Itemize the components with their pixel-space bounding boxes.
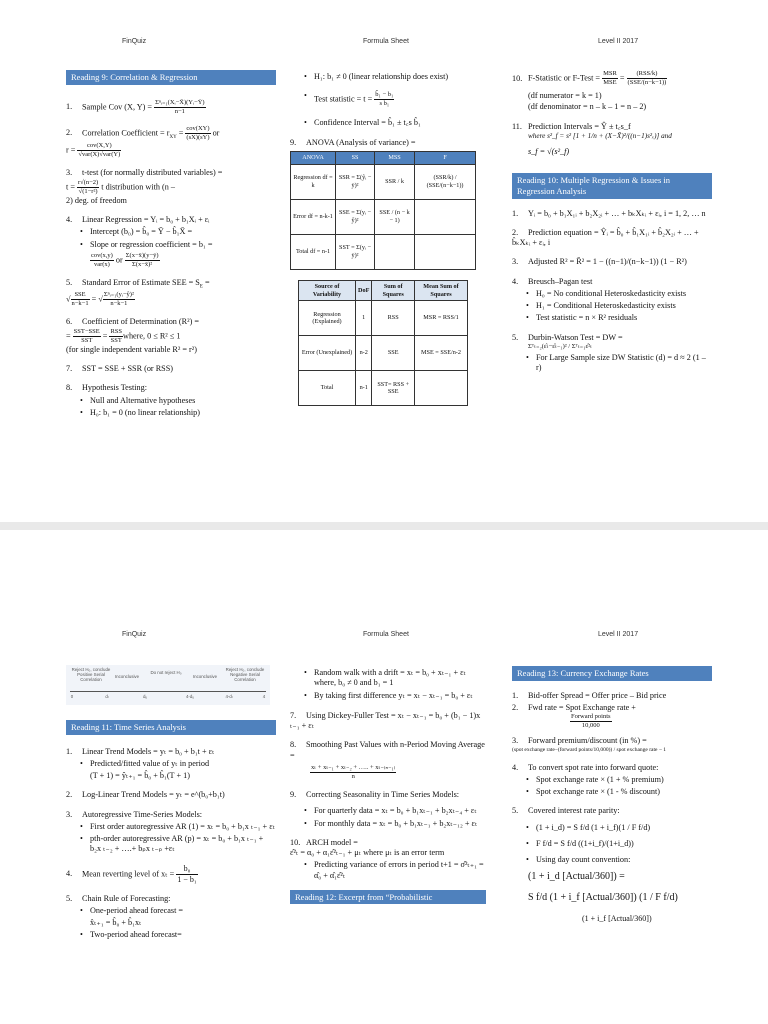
formula-r5: 5. Durbin-Watson Test = DW = Σᵀₜ₌₂(ε̂ₜ−ε̂ₜ₋₁)² / Σᵀₜ₌₁ε̂²ₜ • For Large Sample size DW Statistic (d) = d ≈ 2 (1 – r) (512, 333, 712, 374)
ts-7: 7. Using Dickey-Fuller Test = xₜ − xₜ₋₁ = b₀ + (b₁ − 1)x ₜ₋₁ + εₜ (290, 710, 481, 730)
header-center-2: Formula Sheet (363, 631, 409, 638)
section-banner-12: Reading 12: Excerpt from “Probabilistic (290, 890, 486, 905)
variability-row (299, 301, 468, 336)
variability-cell: SST= RSS + SSE (372, 371, 415, 406)
formula-6: 6. Coefficient of Determination (R²) = = $\frac{\text{SST−SSE}}{\text{SST}}$ = $\frac{\text{RSS}}{\text{SST}}$ where, 0 ≤ R² ≤ 1 (for single independent variable R² = r²) (66, 317, 199, 354)
formula-7: 7. SST = SSE + SSR (or RSS) (66, 364, 173, 374)
source-variability-table (298, 280, 468, 407)
hyp-h1: • H₁: b₁ ≠ 0 (linear relationship does exist) (290, 72, 486, 82)
formula-2: 2. Correlation Coefficient = $r_{XY}$ = $\frac{\text{cov(XY)}}{(sX)(sY)}$ or r = $\frac{\text{cov(X,Y)}}{\text{√var(X)√var(Y)}}$ (66, 124, 220, 159)
dw-tick-0: 0 (70, 694, 74, 699)
variability-cell: n-2 (356, 336, 372, 371)
ts-4: 4. Mean reverting level of xₜ = $\frac{\text{b₀}}{\text{1 − b₁}}$ (66, 863, 197, 884)
anova-cell: SSR = Σ(ŷᵢ − ȳ)² (336, 164, 375, 199)
variability-row (299, 336, 468, 371)
anova-table (290, 151, 476, 270)
formula-11: 11. Prediction Intervals = Ŷ ± t꜀s_f (512, 121, 631, 131)
anova-cell: SSR / k (375, 164, 415, 199)
anova-row (291, 234, 476, 269)
anova-header: SS (336, 152, 375, 165)
variability-header: Mean Sum of Squares (415, 280, 468, 301)
dw-tick-4: 4-dₗ (225, 694, 233, 699)
anova-cell: SST = Σ(yᵢ − ȳ)² (336, 234, 375, 269)
formula-r4: 4. Breusch–Pagan test • H₀ = No conditional Heteroskedasticity exists • H₁ = Conditional Heteroskedasticity exists • Test statistic = n × R² residuals (512, 277, 712, 324)
confidence-interval: • Confidence Interval = b̂₁ ± t꜀s b̂₁ (290, 118, 486, 128)
section-banner-13: Reading 13: Currency Exchange Rates (512, 666, 712, 681)
dw-axis (70, 691, 266, 692)
anova-row (291, 199, 476, 234)
ts-5: 5. Chain Rule of Forecasting: • One-period ahead forecast = x̂ₜ₊₁ = b̂₀ + b̂₁xₜ • Two-period ahead forecast= (66, 894, 276, 941)
header-left-2: FinQuiz (122, 631, 147, 638)
ts-8: 8. Smoothing Past Values with n-Period Moving Average = $\frac{\text{xₜ + xₜ₋₁ + xₜ₋₂ + ….. + xₜ₋₍ₙ₋₁₎}}{n}$ (290, 740, 485, 780)
variability-row (299, 371, 468, 406)
ts-1: 1. Linear Trend Models = yₜ = b₀ + b₁t + εₜ • Predicted/fitted value of yₜ in period (T + 1) = ŷₜ₊₁ = b̂₀ + b̂₁(T + 1) (66, 747, 276, 782)
df-numerator: (df numerator = k = 1) (528, 91, 602, 101)
dw-tick-3: 4-dᵤ (185, 694, 195, 699)
header-left: FinQuiz (122, 38, 147, 45)
variability-cell: Total (299, 371, 356, 406)
dw-scale (66, 665, 270, 705)
variability-cell: Regression (Explained) (299, 301, 356, 336)
anova-header: MSS (375, 152, 415, 165)
anova-cell (415, 199, 476, 234)
section-banner-10: Reading 10: Multiple Regression & Issues in Regression Analysis (512, 173, 712, 198)
ts-2: 2. Log-Linear Trend Models = yₜ = e^(b₀+b₁t) (66, 790, 225, 800)
variability-header: Sum of Squares (372, 280, 415, 301)
formula-9: 9. ANOVA (Analysis of variance) = (290, 137, 416, 147)
variability-header: DoF (356, 280, 372, 301)
header-center: Formula Sheet (363, 38, 409, 45)
anova-cell (415, 234, 476, 269)
anova-header: ANOVA (291, 152, 336, 165)
formula-10: 10. F-Statistic or F-Test = $\frac{\text{MSR}}{\text{MSE}}$ = $\frac{\text{(RSS/k)}}{\text{(SSE/(n−k−1))}}$ (512, 70, 667, 87)
fx-2: 2. Fwd rate = Spot Exchange rate + $\frac{\text{Forward points}}{10,000}$ (512, 702, 636, 730)
anova-cell: SSE = Σ(yᵢ − ŷ)² (336, 199, 375, 234)
dw-label-1: Inconclusive (114, 674, 140, 679)
variability-cell: Error (Unexplained) (299, 336, 356, 371)
section-banner: Reading 9: Correlation & Regression (66, 70, 276, 85)
dw-label-2: Do not reject H₀ (150, 670, 182, 675)
formula-8: 8. Hypothesis Testing: • Null and Alternative hypotheses • H₀: b₁ = 0 (no linear relationship) (66, 383, 276, 418)
prediction-sf: s_f = √(s²_f) (528, 147, 570, 156)
dw-tick-1: dₗ (105, 694, 109, 699)
dw-tick-2: dᵤ (142, 694, 148, 699)
p2-left-column (66, 720, 276, 950)
ts-10: 10. ARCH model = ε̂²ₜ = α₀ + α₁ε̂²ₜ₋₁ + μₜ where μₜ is an error term • Predicting variance of errors in period t+1 = σ̂²ₜ₊₁ = α̂₀ + α̂₁ε̂²ₜ (290, 838, 486, 881)
dw-label-3: Inconclusive (192, 674, 218, 679)
p1-left-column (66, 70, 276, 427)
variability-header: Source of Variability (299, 280, 356, 301)
header-right-2: Level II 2017 (598, 631, 639, 638)
anova-header: F (415, 152, 476, 165)
variability-cell: n-1 (356, 371, 372, 406)
anova-cell: Regression df = k (291, 164, 336, 199)
anova-cell: (SSR/k) / (SSE/(n−k−1)) (415, 164, 476, 199)
variability-cell (415, 371, 468, 406)
formula-r1: 1. Yᵢ = b₀ + b₁X₁ᵢ + b₂X₂ᵢ + … + bₖXₖᵢ + εᵢ, i = 1, 2, … n (512, 208, 706, 218)
p1-mid-column (290, 70, 486, 406)
first-difference: • By taking first difference yₜ = xₜ − xₜ₋₁ = b₀ + εₜ (290, 691, 486, 701)
test-statistic: • Test statistic = t = $\frac{\text{b̂₁ − b₁}}{\text{s b̂₁}}$ (290, 91, 486, 108)
variability-cell: MSR = RSS/1 (415, 301, 468, 336)
anova-cell: Error df = n-k-1 (291, 199, 336, 234)
fx-5: 5. Covered interest rate parity: • (1 + i_d) = S f/d (1 + i_f)(1 / F f/d) • F f/d = S f/d ((1+i_f)/(1+i_d)) • Using day count convention: (1 + i_d [Actual/360]) = S f/d (1 + i_f [Actual/360]) (1 / F f/d) (1 + i_f [Actual/360]) (512, 806, 712, 924)
formula-5: 5. Standard Error of Estimate SEE = $S_E$ = √ $\frac{\text{SSE}}{n-k-1}$ = √ $\frac{\text{Σⁿᵢ₌₁(yᵢ−ŷ)²}}{n-k-1}$ (66, 278, 210, 308)
p2-right-column (512, 666, 712, 933)
page-2 (0, 530, 768, 1024)
df-denominator: (df denominator = n – k – 1 = n – 2) (528, 101, 647, 111)
dw-tick-5: 4 (262, 694, 266, 699)
anova-cell: SSE / (n − k − 1) (375, 199, 415, 234)
section-banner-11: Reading 11: Time Series Analysis (66, 720, 276, 735)
random-walk: • Random walk with a drift = xₜ = b₀ + xₜ₋₁ + εₜ where, b₀ ≠ 0 and b₁ = 1 (290, 668, 486, 689)
p1-right-column (512, 70, 712, 382)
dw-label-0: Reject H₀, conclude Positive Serial Correlation (71, 667, 111, 682)
variability-cell: 1 (356, 301, 372, 336)
formula-3: 3. t-test (for normally distributed variables) = t = $\frac{r√(n-2)}{\text{√(1−r²)}}$ t distribution with (n – 2) deg. of freedom (66, 168, 223, 205)
variability-cell: RSS (372, 301, 415, 336)
fx-3: 3. Forward premium/discount (in %) = (spot exchange rate−(forward points/10,000)) / spot exchange rate − 1 (512, 736, 667, 753)
ts-3: 3. Autoregressive Time-Series Models: • First order autoregressive AR (1) = xₜ = b₀ + b₁x ₜ₋₁ + εₜ • pth-order autoregressive AR (p) = xₜ = b₀ + b₁x ₜ₋₁ + b₂x ₜ₋₂ + ….+ bₚx ₜ₋ₚ +εₜ (66, 810, 276, 855)
anova-cell (375, 234, 415, 269)
formula-r3: 3. Adjusted R² = R̄² = 1 − ((n−1)/(n−k−1)) (1 − R²) (512, 257, 687, 267)
formula-4: 4. Linear Regression = Yᵢ = b₀ + b₁Xᵢ + εᵢ • Intercept (b₀) = b̂₀ = Ȳ − b̂₁X̄ = • Slope or regression coefficient = b₁ = $\frac{\text{cov(x,y)}}{\text{var(x)}}$ or $\frac{\Sigma(x-x̄)(y-ȳ)}{\text{Σ(x−x̄)²}}$ (66, 215, 276, 269)
prediction-variance: where s²_f = s² [1 + 1/n + (X−X̄)²/((n−1)s²ₓ)] and (528, 132, 672, 140)
fx-1: 1. Bid-offer Spread = Offer price – Bid price (512, 690, 667, 700)
variability-cell: MSE = SSE/n-2 (415, 336, 468, 371)
formula-1: 1. Sample Cov (X, Y) = $\frac{\text{Σⁿᵢ₌₁(Xᵢ−X̄)(Yᵢ−Ȳ)}}{n-1}$ (66, 98, 205, 115)
variability-cell: SSE (372, 336, 415, 371)
ts-9: 9. Correcting Seasonality in Time Series Models: • For quarterly data = xₜ = b₀ + b₁xₜ₋₁ + b₂xₜ₋₄ + εₜ • For monthly data = xₜ = b₀ + b₁xₜ₋₁ + b₂xₜ₋₁₂ + εₜ (290, 790, 486, 829)
fx-4: 4. To convert spot rate into forward quote: • Spot exchange rate × (1 + % premium) • Spot exchange rate × (1 - % discount) (512, 763, 712, 798)
formula-r2: 2. Prediction equation = Ŷᵢ = b̂₀ + b̂₁X₁ᵢ + b̂₂X₂ᵢ + … + b̂ₖXₖᵢ + εᵢ, i (512, 227, 699, 247)
anova-cell: Total df = n-1 (291, 234, 336, 269)
header-right: Level II 2017 (598, 38, 639, 45)
p2-mid-column (290, 666, 486, 904)
dw-label-4: Reject H₀, conclude Negative Serial Correlation (225, 667, 265, 682)
anova-row (291, 164, 476, 199)
